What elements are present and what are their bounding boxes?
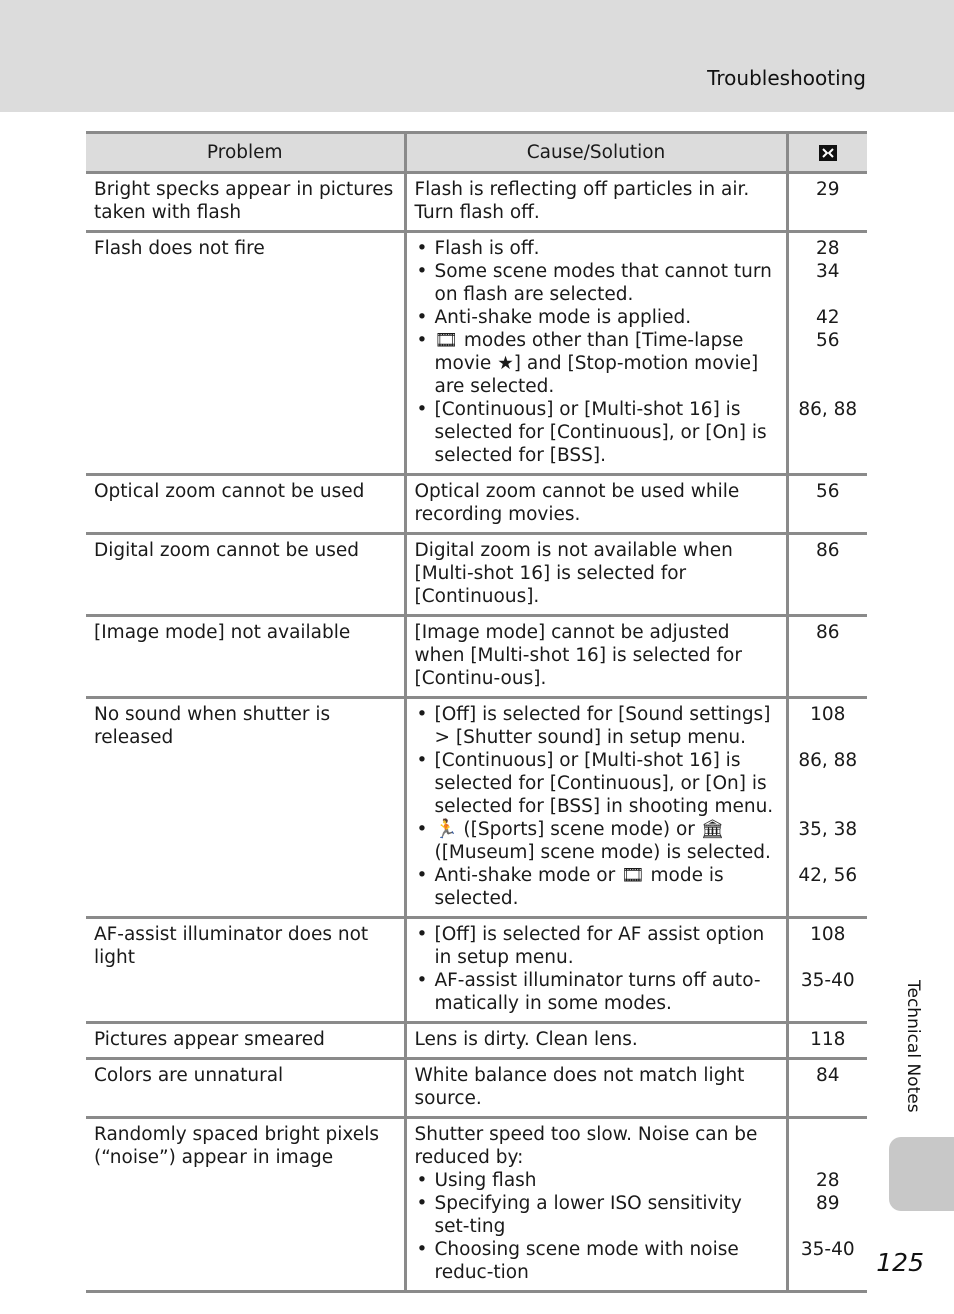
problem-cell: Randomly spaced bright pixels (“noise”) appear in image <box>86 1118 405 1292</box>
page-ref: 89 <box>815 1193 840 1214</box>
problem-cell: Flash does not fire <box>86 232 405 475</box>
cause-bullet: • [Continuous] or [Multi-shot 16] is selected for [Continuous], or [On] is selected for [BSS]. <box>415 398 778 467</box>
cause-bullet: • Using flash <box>415 1169 778 1192</box>
cause-bullet: • 🏃 ([Sports] scene mode) or 🏛 ([Museum] scene mode) is selected. <box>415 818 778 864</box>
page-ref: 35-40 <box>800 1239 855 1260</box>
page-ref-cell <box>787 918 867 1023</box>
page-number: 125 <box>876 1248 924 1277</box>
table-row <box>86 918 867 1023</box>
table-row <box>86 534 867 616</box>
column-header-page <box>787 133 867 173</box>
page-ref-cell: 86 <box>787 534 867 616</box>
table-row <box>86 1118 867 1292</box>
table-row <box>86 173 867 232</box>
page-ref: 56 <box>815 330 840 351</box>
problem-cell: AF-assist illuminator does not light <box>86 918 405 1023</box>
page-ref <box>791 795 866 818</box>
page-ref: 86, 88 <box>798 399 858 420</box>
page-ref: 86, 88 <box>798 750 858 771</box>
column-header-problem: Problem <box>86 133 405 173</box>
cause-bullet: • Anti-shake mode is applied. <box>415 306 778 329</box>
cause-cell <box>405 918 787 1023</box>
troubleshooting-table <box>86 131 867 1293</box>
cause-bullet: • Some scene modes that cannot turn on flash are selected. <box>415 260 778 306</box>
page-ref-cell <box>787 232 867 475</box>
page-ref <box>791 946 866 969</box>
page-ref: 35, 38 <box>798 819 858 840</box>
page-ref-cell: 84 <box>787 1059 867 1118</box>
cause-cell: [Image mode] cannot be adjusted when [Multi-shot 16] is selected for [Continu-ous]. <box>405 616 787 698</box>
page-ref-cell: 118 <box>787 1023 867 1059</box>
cause-bullet: • Choosing scene mode with noise reduc-tion <box>415 1238 778 1284</box>
cause-intro: Shutter speed too slow. Noise can be reduced by: <box>414 1124 758 1168</box>
problem-cell: [Image mode] not available <box>86 616 405 698</box>
cause-cell <box>405 232 787 475</box>
page-ref <box>791 772 866 795</box>
page-ref-cell: 86 <box>787 616 867 698</box>
page-ref <box>791 352 866 375</box>
cause-bullet: • 🎞 modes other than [Time-lapse movie ★] and [Stop-motion movie] are selected. <box>415 329 778 398</box>
problem-cell: Optical zoom cannot be used <box>86 475 405 534</box>
page-ref <box>791 283 866 306</box>
page-ref <box>791 841 866 864</box>
page-ref: 108 <box>810 924 846 945</box>
cause-bullet: • [Continuous] or [Multi-shot 16] is selected for [Continuous], or [On] is selected for [BSS] in shooting menu. <box>415 749 778 818</box>
cause-cell: White balance does not match light source. <box>405 1059 787 1118</box>
page-ref <box>791 726 866 749</box>
problem-cell: No sound when shutter is released <box>86 698 405 918</box>
page-ref <box>791 375 866 398</box>
cause-cell <box>405 1118 787 1292</box>
problem-cell: Colors are unnatural <box>86 1059 405 1118</box>
table-row <box>86 1059 867 1118</box>
cause-cell: Digital zoom is not available when [Multi-shot 16] is selected for [Continuous]. <box>405 534 787 616</box>
page-ref-cell: 56 <box>787 475 867 534</box>
page-ref-cell: 29 <box>787 173 867 232</box>
page-ref-cell <box>787 1118 867 1292</box>
table-header-row <box>86 133 867 173</box>
cause-bullet: • Anti-shake mode or 🎞 mode is selected. <box>415 864 778 910</box>
page-ref: 28 <box>815 238 840 259</box>
cause-bullet: • [Off] is selected for [Sound settings] > [Shutter sound] in setup menu. <box>415 703 778 749</box>
page-ref: 35-40 <box>800 970 855 991</box>
page-ref: 34 <box>815 261 840 282</box>
table-row <box>86 698 867 918</box>
page-ref <box>791 1123 866 1146</box>
page-ref-cell <box>787 698 867 918</box>
cause-bullet: • [Off] is selected for AF assist option in setup menu. <box>415 923 778 969</box>
page-ref: 108 <box>810 704 846 725</box>
page-ref <box>791 1146 866 1169</box>
section-title: Troubleshooting <box>707 66 866 90</box>
side-tab-label: Technical Notes <box>903 980 923 1113</box>
problem-cell: Pictures appear smeared <box>86 1023 405 1059</box>
book-icon <box>818 143 838 163</box>
cause-cell <box>405 698 787 918</box>
page-ref: 42 <box>815 307 840 328</box>
cause-cell: Flash is reflecting off particles in air. Turn flash off. <box>405 173 787 232</box>
cause-bullet: • Flash is off. <box>415 237 778 260</box>
side-tab <box>889 1137 954 1211</box>
cause-cell: Lens is dirty. Clean lens. <box>405 1023 787 1059</box>
table-row <box>86 1023 867 1059</box>
cause-bullet: • AF-assist illuminator turns off auto-matically in some modes. <box>415 969 778 1015</box>
header-band <box>0 0 954 112</box>
page-ref <box>791 1215 866 1238</box>
problem-cell: Digital zoom cannot be used <box>86 534 405 616</box>
cause-cell: Optical zoom cannot be used while recording movies. <box>405 475 787 534</box>
table-row <box>86 232 867 475</box>
table-row <box>86 475 867 534</box>
page-ref: 28 <box>815 1170 840 1191</box>
page-ref: 42, 56 <box>798 865 858 886</box>
table-row <box>86 616 867 698</box>
problem-cell: Bright specks appear in pictures taken with flash <box>86 173 405 232</box>
cause-bullet: • Specifying a lower ISO sensitivity set-ting <box>415 1192 778 1238</box>
column-header-cause: Cause/Solution <box>405 133 787 173</box>
